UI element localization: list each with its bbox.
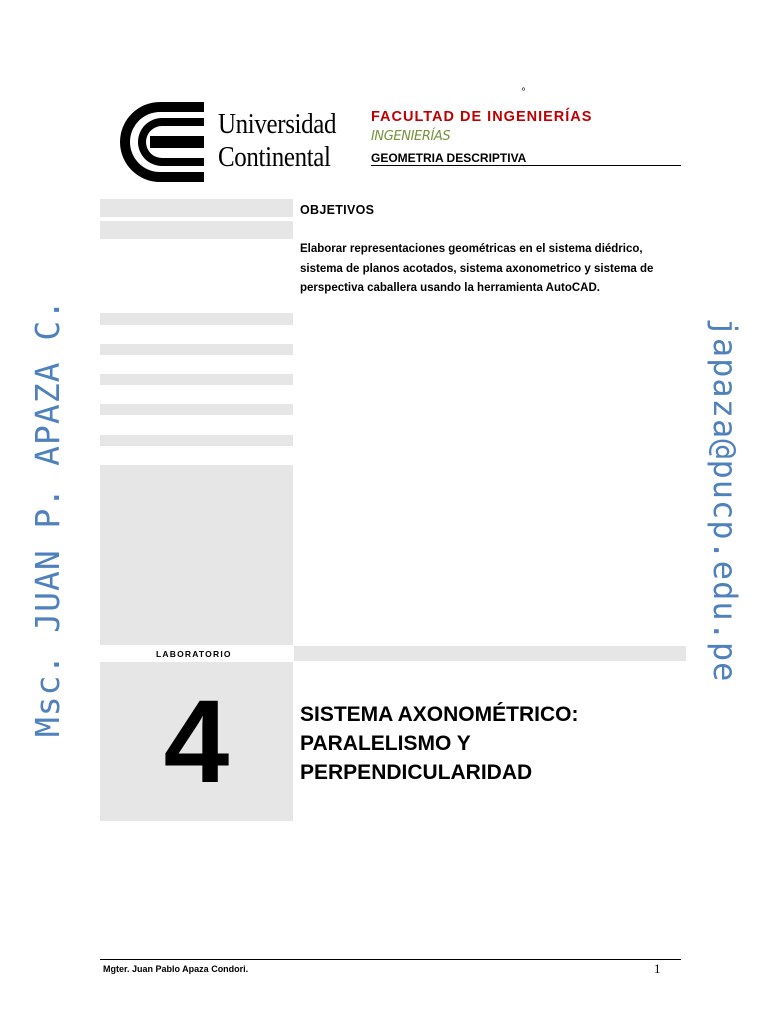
lab-number-box [100,662,293,821]
footer-divider [100,959,681,960]
faculty-title: FACULTAD DE INGENIERÍAS [371,109,593,125]
objectives-title: OBJETIVOS [300,203,375,217]
lab-label: LABORATORIO [156,649,232,659]
university-name-line2: Continental [218,141,331,173]
footer-author: Mgter. Juan Pablo Apaza Condori. [103,964,249,974]
side-email: japaza@pucp.edu.pe [706,317,744,683]
page-number: 1 [654,961,661,976]
grey-bar [100,221,293,239]
lab-number: 4 [163,676,230,808]
grey-bar [100,435,293,446]
university-name [218,108,336,174]
university-name-line1: Universidad [218,108,337,140]
grey-panel [100,465,293,645]
university-logo [120,100,206,184]
grey-bar [100,374,293,385]
grey-bar [100,404,293,415]
grey-bar [294,646,686,661]
objectives-text: Elaborar representaciones geométricas en el sistema diédrico, sistema de planos acotados, sistema axonometrico y sistema de perspectiva caballera usando la herramienta AutoCAD. [300,243,654,294]
lab-title: SISTEMA AXONOMÉTRICO: PARALELISMO Y PERPENDICULARIDAD [300,703,579,784]
side-author: Msc. JUAN P. APAZA C. [28,298,67,738]
course-name: GEOMETRIA DESCRIPTIVA [371,151,527,165]
grey-bar [100,199,293,217]
header-mark: º [522,86,525,95]
header-divider [371,165,681,166]
grey-bar [100,313,293,325]
grey-bar [100,344,293,355]
faculty-script: INGENIERÍAS [371,129,451,144]
